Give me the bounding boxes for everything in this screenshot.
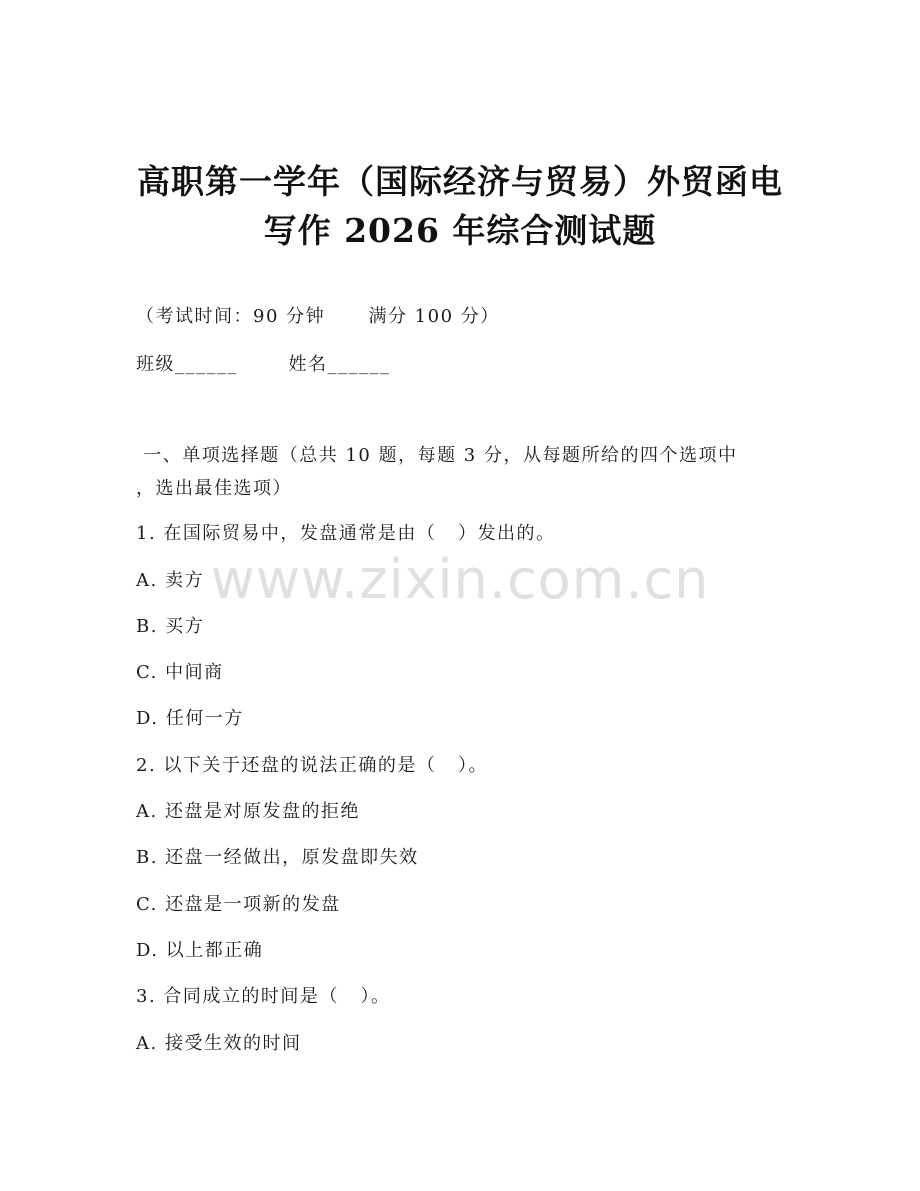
document-title-line-1: 高职第一学年（国际经济与贸易）外贸函电 [137, 162, 783, 201]
question-1: 1. 在国际贸易中，发盘通常是由（ ）发出的。 [136, 523, 556, 544]
option-1c: C. 中间商 [136, 662, 224, 683]
option-2b: B. 还盘一经做出，原发盘即失效 [136, 847, 419, 868]
question-3: 3. 合同成立的时间是（ ）。 [136, 986, 391, 1007]
question-2: 2. 以下关于还盘的说法正确的是（ ）。 [136, 755, 489, 776]
document-title-line-2: 写作 2026 年综合测试题 [263, 211, 657, 250]
option-1b: B. 买方 [136, 616, 205, 637]
option-3a: A. 接受生效的时间 [136, 1033, 302, 1054]
section-heading-line-2: ，选出最佳选项） [136, 478, 292, 499]
option-1a: A. 卖方 [136, 570, 204, 591]
option-2a: A. 还盘是对原发盘的拒绝 [136, 801, 360, 822]
option-2c: C. 还盘是一项新的发盘 [136, 894, 341, 915]
option-1d: D. 任何一方 [136, 708, 244, 729]
section-heading-line-1: 一、单项选择题（总共 10 题，每题 3 分，从每题所给的四个选项中 [136, 445, 738, 466]
watermark-logo: www.zixin.com.cn [210, 548, 710, 611]
exam-info: （考试时间：90 分钟 满分 100 分） [136, 306, 500, 327]
class-name-fields: 班级______ 姓名______ [136, 354, 391, 375]
option-2d: D. 以上都正确 [136, 940, 264, 961]
